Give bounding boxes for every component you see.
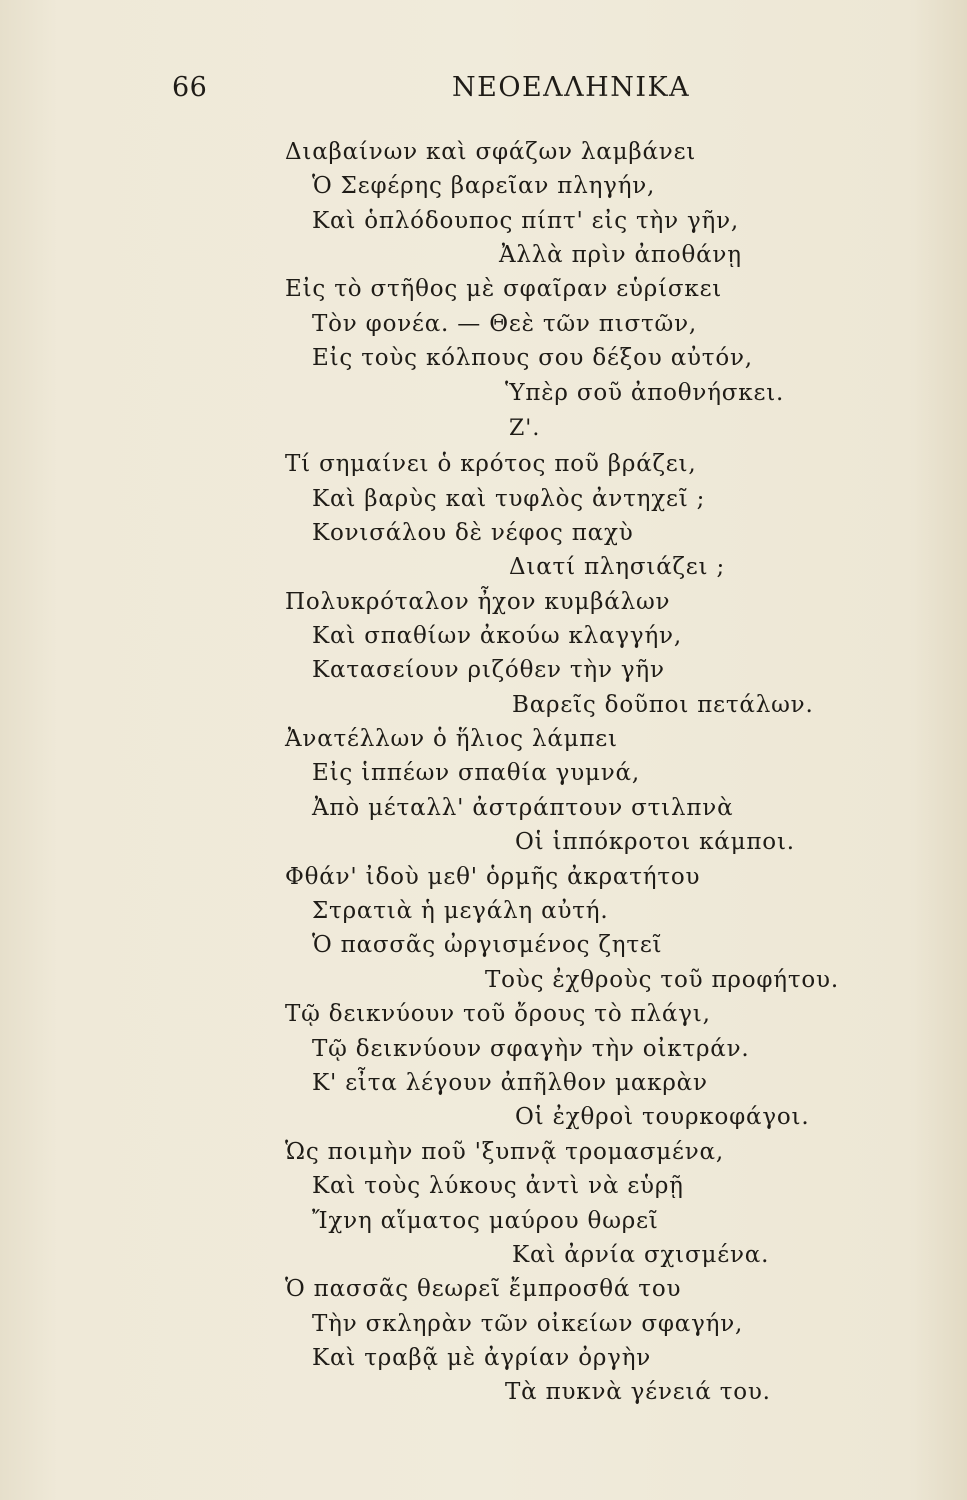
verse-line: Καὶ τραβᾷ μὲ ἀγρίαν ὀργὴν bbox=[312, 1345, 652, 1371]
verse-line: Ἀλλὰ πρὶν ἀποθάνῃ bbox=[499, 242, 742, 268]
running-title: ΝΕΟΕΛΛΗΝΙΚΑ bbox=[452, 72, 691, 103]
verse-line: Καὶ σπαθίων ἀκούω κλαγγήν, bbox=[312, 623, 682, 649]
page-number: 66 bbox=[172, 72, 208, 103]
verse-line: Διατί πλησιάζει ; bbox=[509, 554, 725, 580]
verse-line: Ἴχνη αἵματος μαύρου θωρεῖ bbox=[312, 1208, 659, 1234]
section-mark: Ζ'. bbox=[509, 416, 541, 441]
verse-line: Τῷ δεικνύουν σφαγὴν τὴν οἰκτράν. bbox=[312, 1036, 750, 1062]
verse-line: Καὶ βαρὺς καὶ τυφλὸς ἀντηχεῖ ; bbox=[312, 486, 706, 512]
verse-line: Οἱ ἐχθροὶ τουρκοφάγοι. bbox=[515, 1104, 810, 1130]
verse-line: Φθάν' ἰδοὺ μεθ' ὁρμῆς ἀκρατήτου bbox=[285, 864, 701, 890]
verse-line: Εἰς ἱππέων σπαθία γυμνά, bbox=[312, 760, 640, 786]
verse-line: Τὸν φονέα. — Θεὲ τῶν πιστῶν, bbox=[312, 311, 697, 337]
verse-line: Ὁ πασσᾶς ὠργισμένος ζητεῖ bbox=[312, 932, 663, 958]
verse-line: Κ' εἶτα λέγουν ἀπῆλθον μακρὰν bbox=[312, 1070, 708, 1096]
verse-line: Τὴν σκληρὰν τῶν οἰκείων σφαγήν, bbox=[312, 1311, 744, 1337]
verse-line: Καὶ τοὺς λύκους ἀντὶ νὰ εὑρῇ bbox=[312, 1173, 684, 1199]
verse-line: Τὰ πυκνὰ γένειά του. bbox=[505, 1379, 771, 1405]
page-header bbox=[0, 72, 967, 112]
verse-line: Κονισάλου δὲ νέφος παχὺ bbox=[312, 520, 634, 546]
verse-line: Ὁ πασσᾶς θεωρεῖ ἔμπροσθά του bbox=[285, 1276, 682, 1302]
verse-line: Διαβαίνων καὶ σφάζων λαμβάνει bbox=[285, 139, 697, 165]
verse-line: Ὁ Σεφέρης βαρεῖαν πληγήν, bbox=[312, 173, 656, 199]
verse-line: Τί σημαίνει ὁ κρότος ποῦ βράζει, bbox=[285, 451, 697, 477]
verse-line: Κατασείουν ριζόθεν τὴν γῆν bbox=[312, 657, 665, 683]
verse-line: Τοὺς ἐχθροὺς τοῦ προφήτου. bbox=[485, 967, 839, 993]
verse-line: Ἀπὸ μέταλλ' ἀστράπτουν στιλπνὰ bbox=[312, 795, 734, 821]
verse-line: Ὡς ποιμὴν ποῦ 'ξυπνᾷ τρομασμένα, bbox=[285, 1139, 724, 1165]
verse-line: Πολυκρόταλον ἦχον κυμβάλων bbox=[285, 589, 671, 615]
verse-line: Ἀνατέλλων ὁ ἥλιος λάμπει bbox=[285, 726, 618, 752]
verse-line: Οἱ ἱππόκροτοι κάμποι. bbox=[515, 829, 795, 855]
verse-line: Καὶ ἀρνία σχισμένα. bbox=[512, 1242, 770, 1268]
verse-line: Βαρεῖς δοῦποι πετάλων. bbox=[512, 692, 814, 718]
verse-line: Τῷ δεικνύουν τοῦ ὄρους τὸ πλάγι, bbox=[285, 1001, 711, 1027]
verse-line: Καὶ ὁπλόδουπος πίπτ' εἰς τὴν γῆν, bbox=[312, 208, 740, 234]
verse-line: Εἰς τὸ στῆθος μὲ σφαῖραν εὑρίσκει bbox=[285, 276, 723, 302]
verse-line: Ὑπὲρ σοῦ ἀποθνήσκει. bbox=[505, 380, 785, 406]
verse-line: Εἰς τοὺς κόλπους σου δέξου αὐτόν, bbox=[312, 345, 753, 371]
verse-line: Στρατιὰ ἡ μεγάλη αὐτή. bbox=[312, 898, 609, 924]
